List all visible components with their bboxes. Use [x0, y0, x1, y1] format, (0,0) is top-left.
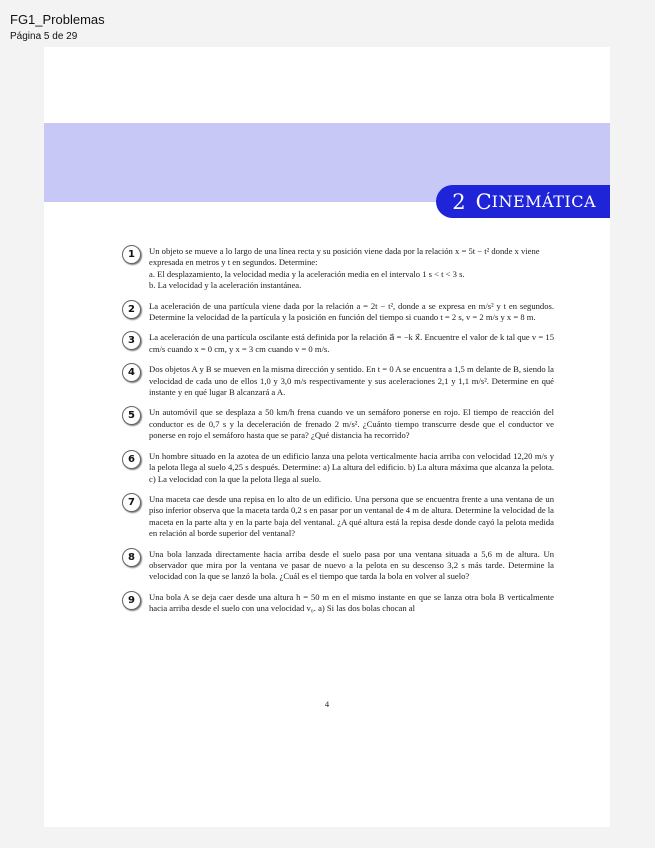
- viewer-header: [0, 0, 655, 44]
- problem-item: [122, 549, 554, 583]
- problem-text: Un automóvil que se desplaza a 50 km/h frena cuando ve un semáforo ponerse en rojo. El tiempo de reacción del conductor es de 0,7 s y la deceleración de frenado 2 m/s². ¿Cuánto tiempo transcurre desde que el conductor ve ponerse en rojo el semáforo hasta que se para? ¿Qué distancia ha recorrido?: [149, 407, 554, 441]
- problem-number-badge: 7: [122, 493, 141, 512]
- problem-number-badge: 8: [122, 548, 141, 567]
- problem-item: [122, 407, 554, 441]
- page-indicator: Página 5 de 29: [10, 31, 78, 42]
- problem-item: [122, 301, 554, 324]
- problem-number-badge: 6: [122, 450, 141, 469]
- problem-text: Un hombre situado en la azotea de un edificio lanza una pelota verticalmente hacia arriba con velocidad 12,20 m/s y la pelota llega al suelo 4,25 s después. Determine: a) La altura del edificio. b) La altura máxima que alcanza la pelota. c) La velocidad con la que la pelota llega al suelo.: [149, 450, 554, 484]
- problem-item: [122, 364, 554, 398]
- problem-text: Una bola lanzada directamente hacia arriba desde el suelo pasa por una ventana situada a 5,6 m de altura. Un observador que mira por la ventana ve pasar de nuevo a la pelota en su descenso 3,2 s más tarde. Determine la velocidad con la que se lanzó la bola. ¿Cuál es el tiempo que tarda la bola en volver al suelo?: [149, 548, 554, 582]
- chapter-heading: [436, 185, 610, 218]
- problem-text: Un objeto se mueve a lo largo de una línea recta y su posición viene dada por la relación x = 5t − t² donde x viene expresada en metros y t en segundos. Determine: a. El desplazamiento, la velocidad media y la aceleración media en el intervalo 1 s < t < 3 s. b. La velocidad y la aceleración instantánea.: [149, 246, 540, 291]
- document-page: [44, 47, 610, 827]
- problem-text: La aceleración de una partícula viene dada por la relación a = 2t − t², donde a se expresa en m/s² y t en segundos. Determine la velocidad de la partícula y la posición en función del tiempo si cuando t = 2 s, v = 2 m/s y x = 8 m.: [149, 300, 554, 323]
- problem-number-badge: 9: [122, 591, 141, 610]
- problem-item: [122, 494, 554, 540]
- document-title: FG1_Problemas: [10, 12, 105, 27]
- problem-text: La aceleración de una partícula oscilante está definida por la relación a⃗ = −k x⃗. Encuentre el valor de k tal que v = 15 cm/s cuando x = 0 cm, y x = 3 cm cuando v = 0 m/s.: [149, 332, 554, 354]
- problem-number-badge: 1: [122, 245, 141, 264]
- problem-item: [122, 246, 554, 292]
- chapter-number: 2: [452, 189, 466, 214]
- problem-number-badge: 5: [122, 406, 141, 425]
- problem-item: [122, 592, 554, 615]
- page-number: 4: [324, 699, 330, 709]
- problem-number-badge: 3: [122, 331, 141, 350]
- problem-text: Dos objetos A y B se mueven en la misma dirección y sentido. En t = 0 A se encuentra a 1,5 m delante de B, siendo la velocidad de cada uno de ellos 1,0 y 3,0 m/s respectivamente y sus aceleraciones 2,1 y 1,1 m/s². Determine en qué instante y en qué lugar B alcanzará a A.: [149, 364, 554, 398]
- chapter-title-initial: C: [475, 189, 492, 214]
- problem-list: [122, 246, 554, 624]
- problem-item: [122, 451, 554, 485]
- problem-text: Una maceta cae desde una repisa en lo alto de un edificio. Una persona que se encuentra frente a una ventana de un piso inferior observa que la maceta tarda 0,2 s en pasar por un ventanal de 4 m de altura. Determine la velocidad de la maceta en la parte alta y en la parte baja del ventanal. ¿A qué altura está la repisa desde donde cayó la pelota medida en relación al borde superior del ventanal?: [149, 493, 554, 539]
- problem-number-badge: 4: [122, 363, 141, 382]
- problem-number-badge: 2: [122, 300, 141, 319]
- chapter-title-rest: INEMÁTICA: [491, 192, 596, 211]
- problem-text: Una bola A se deja caer desde una altura h = 50 m en el mismo instante en que se lanza otra bola B verticalmente hacia arriba desde el suelo con una velocidad v₀. a) Si las dos bolas chocan al: [149, 591, 554, 614]
- problem-item: [122, 332, 554, 355]
